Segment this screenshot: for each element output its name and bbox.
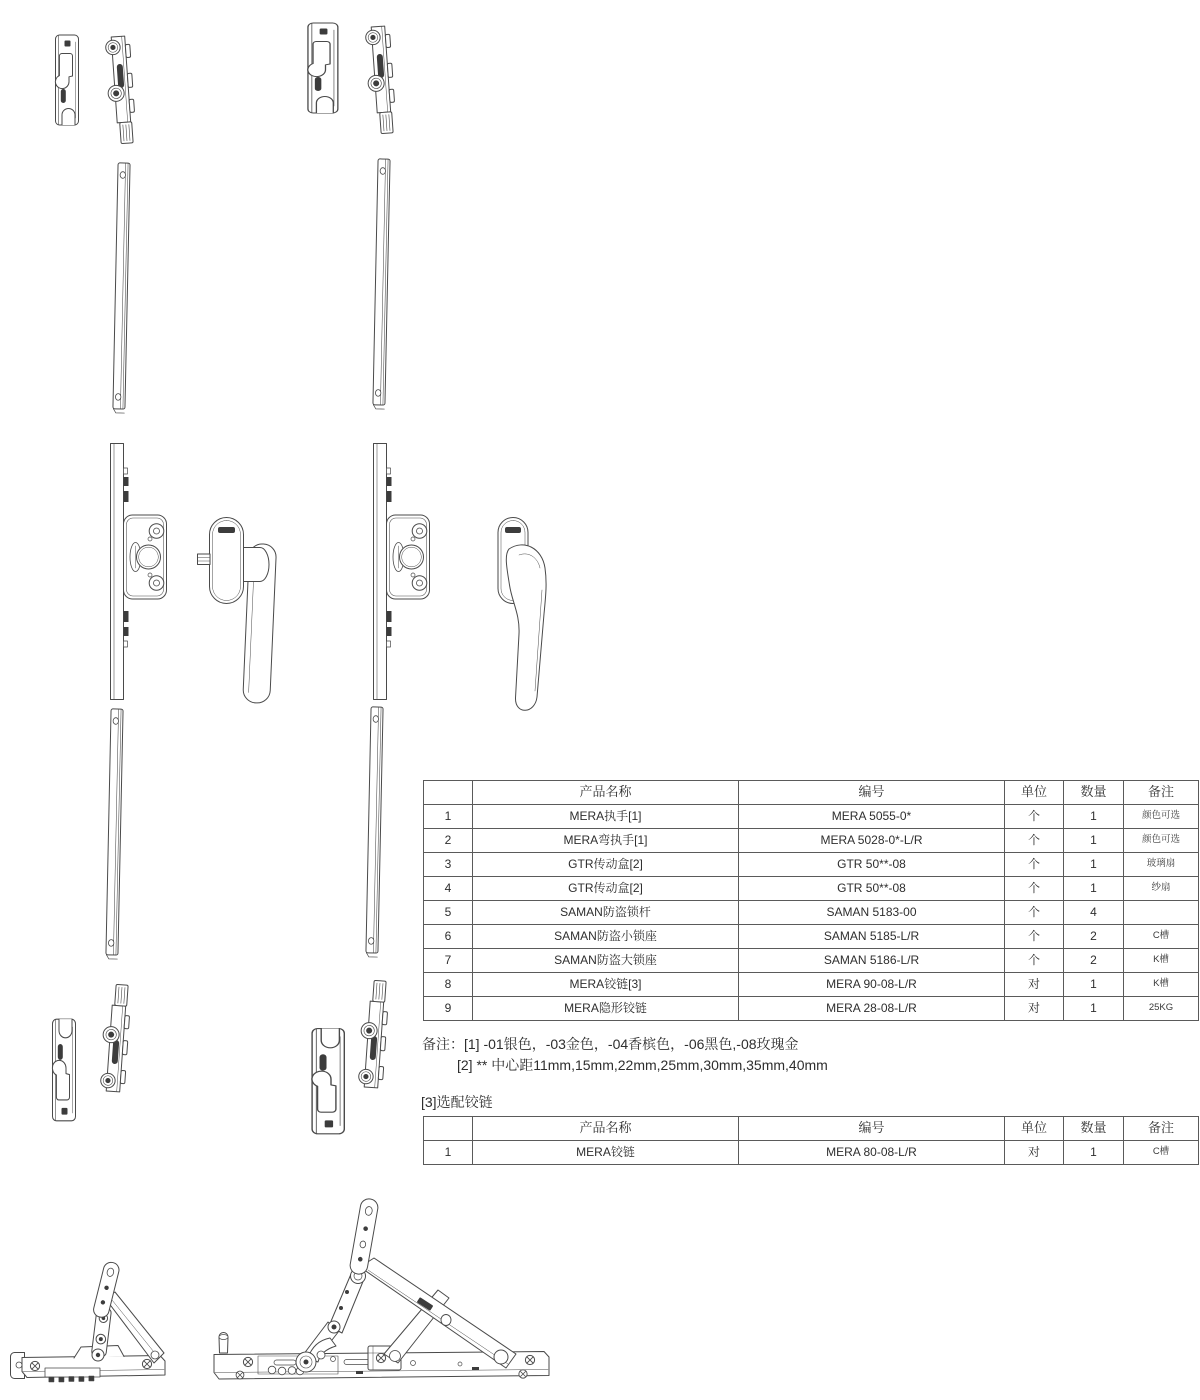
cell-quantity: 1 xyxy=(1064,1141,1124,1165)
cell-index: 1 xyxy=(424,805,473,829)
cell-index: 5 xyxy=(424,901,473,925)
cell-quantity: 2 xyxy=(1064,949,1124,973)
cell-index: 6 xyxy=(424,925,473,949)
cell-index: 4 xyxy=(424,877,473,901)
cell-product-name: MERA铰链[3] xyxy=(473,973,739,997)
cell-code: MERA 80-08-L/R xyxy=(739,1141,1005,1165)
cell-unit: 个 xyxy=(1005,877,1064,901)
header-quantity: 数量 xyxy=(1064,781,1124,805)
table-row xyxy=(424,1141,1199,1165)
part-espagnolette-head-top-left xyxy=(104,36,136,144)
cell-remark: 25KG xyxy=(1124,997,1199,1021)
cell-code: MERA 28-08-L/R xyxy=(739,997,1005,1021)
cell-quantity: 4 xyxy=(1064,901,1124,925)
table-row xyxy=(424,973,1199,997)
table-row xyxy=(424,829,1199,853)
cell-unit: 个 xyxy=(1005,949,1064,973)
part-lock-rod-lower-right xyxy=(366,707,383,957)
note-colors xyxy=(422,1034,799,1054)
cell-quantity: 1 xyxy=(1064,805,1124,829)
cell-remark: 玻璃扇 xyxy=(1124,853,1199,877)
cell-remark: 颜色可选 xyxy=(1124,829,1199,853)
cell-product-name: MERA铰链 xyxy=(473,1141,739,1165)
table-row xyxy=(424,997,1199,1021)
optional-table-header-row xyxy=(424,1117,1199,1141)
cell-remark: K槽 xyxy=(1124,949,1199,973)
cell-remark: 纱扇 xyxy=(1124,877,1199,901)
cell-code: SAMAN 5186-L/R xyxy=(739,949,1005,973)
cell-index: 9 xyxy=(424,997,473,1021)
part-gearbox-glass-sash xyxy=(111,444,167,700)
table-row xyxy=(424,901,1199,925)
note-center-distance: [2] ** 中心距11mm,15mm,22mm,25mm,30mm,35mm,40mm xyxy=(457,1057,828,1073)
cell-index: 8 xyxy=(424,973,473,997)
part-lock-keep-top-left xyxy=(55,35,78,125)
part-lock-keep-bottom-left xyxy=(52,1019,75,1121)
cell-product-name: MERA弯执手[1] xyxy=(473,829,739,853)
part-lock-keep-bottom-right xyxy=(312,1029,344,1134)
cell-index: 7 xyxy=(424,949,473,973)
cell-unit: 对 xyxy=(1005,973,1064,997)
cell-index: 2 xyxy=(424,829,473,853)
parts-table-header-row xyxy=(424,781,1199,805)
cell-unit: 个 xyxy=(1005,901,1064,925)
header-code: 编号 xyxy=(739,1117,1005,1141)
cell-remark: K槽 xyxy=(1124,973,1199,997)
part-friction-hinge-large xyxy=(214,1198,549,1379)
part-handle-curved xyxy=(498,518,546,711)
cell-quantity: 1 xyxy=(1064,829,1124,853)
part-espagnolette-head-bottom-left xyxy=(99,984,131,1092)
note-colors-text: [1] -01银色，-03金色，-04香槟色，-06黑色,-08玫瑰金 xyxy=(464,1036,799,1052)
table-row xyxy=(424,853,1199,877)
part-lock-keep-top-right xyxy=(308,23,338,113)
cell-index: 3 xyxy=(424,853,473,877)
part-gearbox-screen-sash xyxy=(374,444,430,700)
cell-code: MERA 90-08-L/R xyxy=(739,973,1005,997)
header-remark: 备注 xyxy=(1124,1117,1199,1141)
header-code: 编号 xyxy=(739,781,1005,805)
cell-quantity: 2 xyxy=(1064,925,1124,949)
part-lock-rod-upper-right xyxy=(373,159,390,409)
cell-unit: 个 xyxy=(1005,925,1064,949)
cell-product-name: SAMAN防盗大锁座 xyxy=(473,949,739,973)
part-espagnolette-head-bottom-right xyxy=(357,980,389,1088)
header-index xyxy=(424,781,473,805)
cell-quantity: 1 xyxy=(1064,853,1124,877)
cell-code: GTR 50**-08 xyxy=(739,877,1005,901)
note-optional-hinge-label: [3]选配铰链 xyxy=(421,1094,493,1110)
cell-remark: 颜色可选 xyxy=(1124,805,1199,829)
parts-table xyxy=(423,780,1199,1021)
table-row xyxy=(424,949,1199,973)
header-quantity: 数量 xyxy=(1064,1117,1124,1141)
cell-product-name: MERA执手[1] xyxy=(473,805,739,829)
cell-product-name: GTR传动盒[2] xyxy=(473,853,739,877)
cell-code: MERA 5028-0*-L/R xyxy=(739,829,1005,853)
cell-code: SAMAN 5185-L/R xyxy=(739,925,1005,949)
cell-code: GTR 50**-08 xyxy=(739,853,1005,877)
cell-remark: C槽 xyxy=(1124,925,1199,949)
cell-quantity: 1 xyxy=(1064,973,1124,997)
part-friction-hinge-small xyxy=(11,1261,166,1382)
header-remark: 备注 xyxy=(1124,781,1199,805)
cell-quantity: 1 xyxy=(1064,997,1124,1021)
cell-code: MERA 5055-0* xyxy=(739,805,1005,829)
cell-code: SAMAN 5183-00 xyxy=(739,901,1005,925)
cell-product-name: GTR传动盒[2] xyxy=(473,877,739,901)
cell-unit: 个 xyxy=(1005,853,1064,877)
cell-index: 1 xyxy=(424,1141,473,1165)
part-espagnolette-head-top-right xyxy=(364,26,396,134)
cell-product-name: SAMAN防盗小锁座 xyxy=(473,925,739,949)
part-handle-straight xyxy=(198,518,277,704)
part-lock-rod-lower-left xyxy=(106,709,123,959)
header-product-name: 产品名称 xyxy=(473,781,739,805)
cell-quantity: 1 xyxy=(1064,877,1124,901)
header-product-name: 产品名称 xyxy=(473,1117,739,1141)
cell-unit: 对 xyxy=(1005,1141,1064,1165)
header-unit: 单位 xyxy=(1005,1117,1064,1141)
cell-unit: 个 xyxy=(1005,829,1064,853)
table-row xyxy=(424,805,1199,829)
header-unit: 单位 xyxy=(1005,781,1064,805)
cell-product-name: MERA隐形铰链 xyxy=(473,997,739,1021)
cell-unit: 对 xyxy=(1005,997,1064,1021)
cell-unit: 个 xyxy=(1005,805,1064,829)
table-row xyxy=(424,925,1199,949)
header-index xyxy=(424,1117,473,1141)
cell-remark: C槽 xyxy=(1124,1141,1199,1165)
optional-hinge-table xyxy=(423,1116,1199,1165)
part-lock-rod-upper-left xyxy=(113,163,130,413)
table-row xyxy=(424,877,1199,901)
cell-remark xyxy=(1124,901,1199,925)
note-prefix: 备注： xyxy=(422,1036,464,1052)
cell-product-name: SAMAN防盗锁杆 xyxy=(473,901,739,925)
